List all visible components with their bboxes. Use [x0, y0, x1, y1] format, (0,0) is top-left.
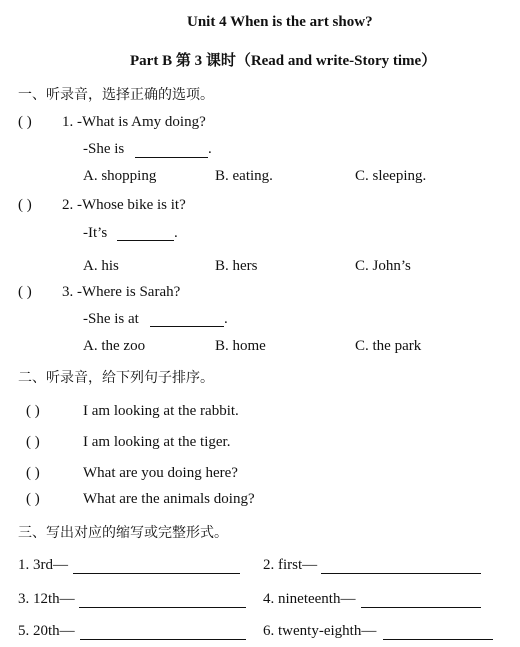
option-c: C. John’s	[355, 258, 411, 274]
answer-prompt	[83, 141, 124, 158]
answer-paren[interactable]: ( )	[18, 284, 32, 300]
answer-end: .	[224, 311, 228, 327]
order-sentence: I am looking at the tiger.	[83, 434, 231, 450]
answer-prompt-text: -It’s	[83, 225, 108, 241]
answer-blank[interactable]	[135, 157, 208, 158]
abbr-label: 1. 3rd—	[18, 557, 68, 573]
abbr-blank[interactable]	[361, 607, 481, 608]
order-sentence: I am looking at the rabbit.	[83, 403, 239, 419]
answer-paren[interactable]: ( )	[18, 197, 32, 213]
abbr-blank[interactable]	[79, 607, 246, 608]
order-paren[interactable]: ( )	[26, 465, 40, 481]
answer-blank[interactable]	[117, 240, 174, 241]
abbr-label: 5. 20th—	[18, 623, 75, 639]
section2-heading: 二、听录音，给下列句子排序。	[18, 370, 214, 386]
question-text: 1. -What is Amy doing?	[62, 114, 206, 130]
option-b: B. eating.	[215, 168, 273, 184]
abbr-blank[interactable]	[321, 573, 481, 574]
option-c: C. the park	[355, 338, 422, 354]
abbr-label: 2. first—	[263, 557, 318, 573]
section1-heading: 一、听录音，选择正确的选项。	[18, 87, 214, 103]
answer-end: .	[208, 141, 212, 157]
answer-prompt-text: -She is	[83, 141, 125, 157]
option-a: A. his	[83, 258, 119, 274]
answer-paren[interactable]: ( )	[18, 114, 32, 130]
abbr-label: 4. nineteenth—	[263, 591, 356, 607]
order-paren[interactable]: ( )	[26, 491, 40, 507]
unit-title: Unit 4 When is the art show?	[187, 14, 373, 30]
option-b: B. home	[215, 338, 266, 354]
order-paren[interactable]: ( )	[26, 434, 40, 450]
option-b: B. hers	[215, 258, 258, 274]
section3-heading: 三、写出对应的缩写或完整形式。	[18, 525, 228, 541]
question-text: 3. -Where is Sarah?	[62, 284, 181, 300]
abbr-blank[interactable]	[383, 639, 493, 640]
answer-prompt-text: -She is at	[83, 311, 139, 327]
option-a: A. the zoo	[83, 338, 146, 354]
order-sentence: What are the animals doing?	[83, 491, 255, 507]
option-a: A. shopping	[83, 168, 157, 184]
answer-blank[interactable]	[150, 326, 224, 327]
abbr-label: 6. twenty-eighth—	[263, 623, 377, 639]
answer-end: .	[174, 225, 178, 241]
abbr-blank[interactable]	[80, 639, 246, 640]
part-title: Part B 第 3 课时（Read and write-Story time）	[130, 53, 437, 69]
order-sentence: What are you doing here?	[83, 465, 238, 481]
abbr-label: 3. 12th—	[18, 591, 75, 607]
abbr-blank[interactable]	[73, 573, 240, 574]
order-paren[interactable]: ( )	[26, 403, 40, 419]
option-c: C. sleeping.	[355, 168, 427, 184]
question-text: 2. -Whose bike is it?	[62, 197, 186, 213]
